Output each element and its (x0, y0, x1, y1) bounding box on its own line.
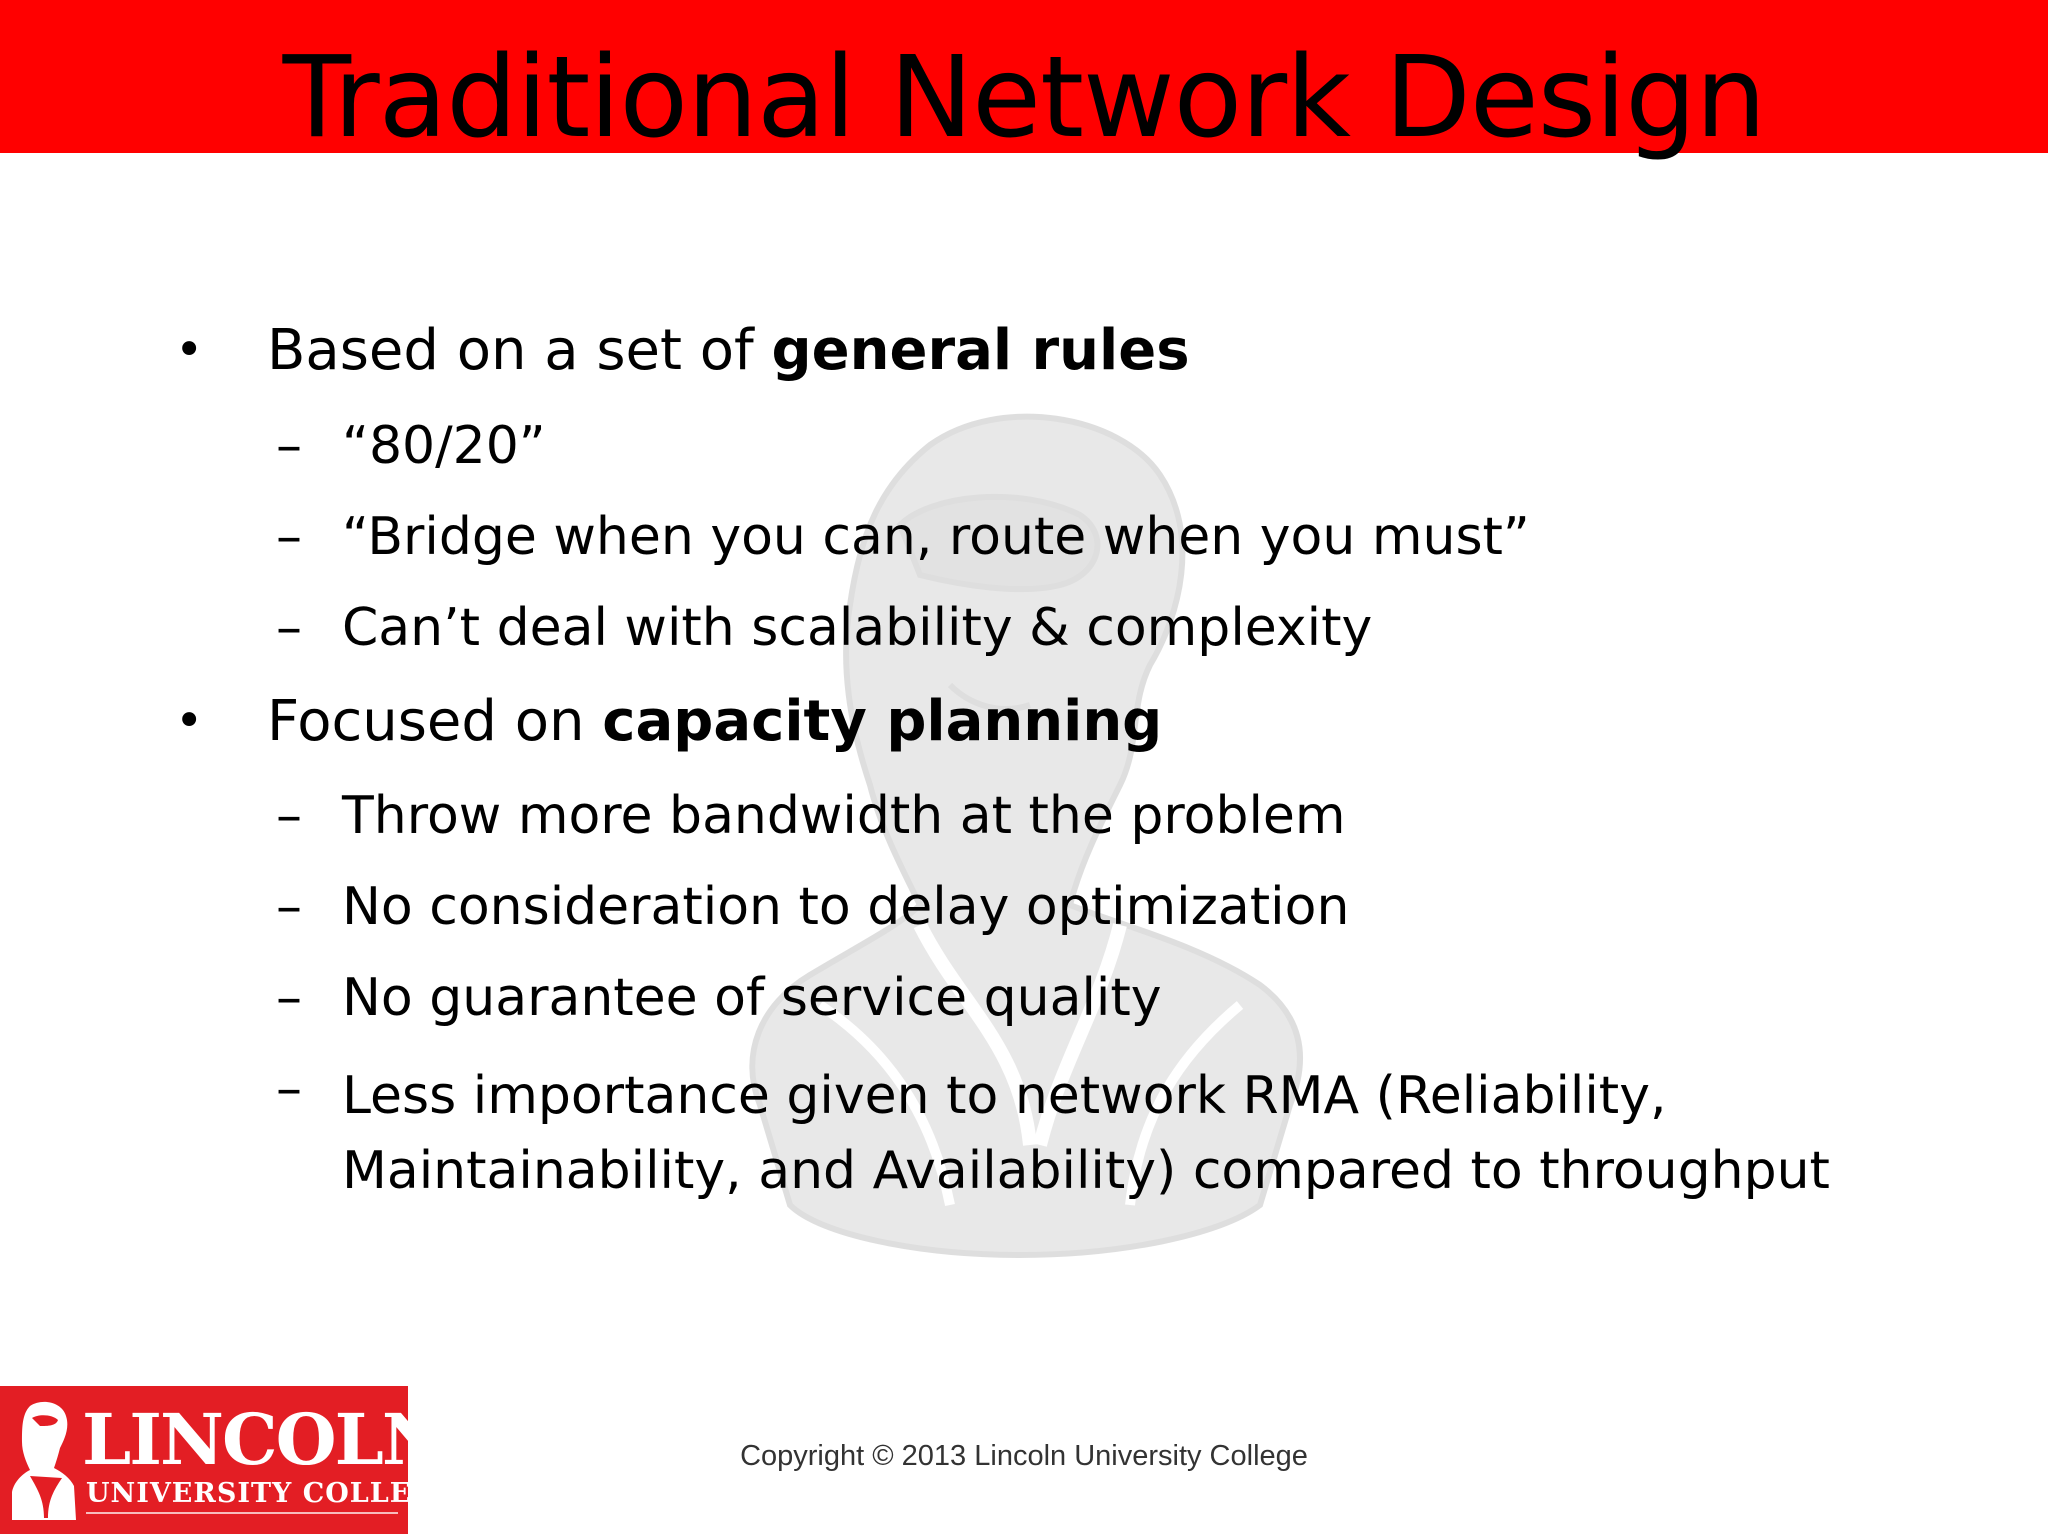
bullet-marker: • (175, 693, 204, 749)
sub-bullet-marker: – (276, 598, 302, 658)
bullet-text (267, 689, 1162, 754)
bullet-text-plain: Based on a set of (267, 318, 772, 383)
sub-bullet-marker: – (276, 877, 302, 937)
sub-bullet-text: Less importance given to network RMA (Reliability, Maintainability, and Availability) compared to throughput (342, 1066, 1830, 1201)
bullet-text-bold: capacity planning (602, 689, 1163, 754)
bullet-text-plain: Focused on (267, 689, 603, 754)
sub-bullet-text: Can’t deal with scalability & complexity (342, 598, 1373, 658)
sub-bullet-marker: – (276, 1059, 302, 1119)
bullet-text-bold: general rules (771, 318, 1190, 383)
bullet-marker: • (175, 322, 204, 378)
copyright-text: Copyright © 2013 Lincoln University College (740, 1440, 1308, 1472)
sub-bullet-marker: – (276, 507, 302, 567)
sub-bullet-marker: – (276, 786, 302, 846)
sub-bullet-marker: – (276, 968, 302, 1028)
sub-bullet-marker: – (276, 416, 302, 476)
sub-bullet-text: No consideration to delay optimization (342, 877, 1350, 937)
sub-bullet-text: No guarantee of service quality (342, 968, 1162, 1028)
logo-name: LINCOLN (82, 1398, 444, 1481)
sub-bullet-text: “Bridge when you can, route when you must” (342, 507, 1530, 567)
bullet-text (267, 318, 1190, 383)
logo-divider (86, 1512, 398, 1514)
slide-title: Traditional Network Design (282, 33, 1766, 163)
sub-bullet-text: “80/20” (342, 416, 546, 476)
logo-subtitle: UNIVERSITY COLLEGE (86, 1478, 457, 1509)
sub-bullet-text: Throw more bandwidth at the problem (342, 786, 1346, 846)
